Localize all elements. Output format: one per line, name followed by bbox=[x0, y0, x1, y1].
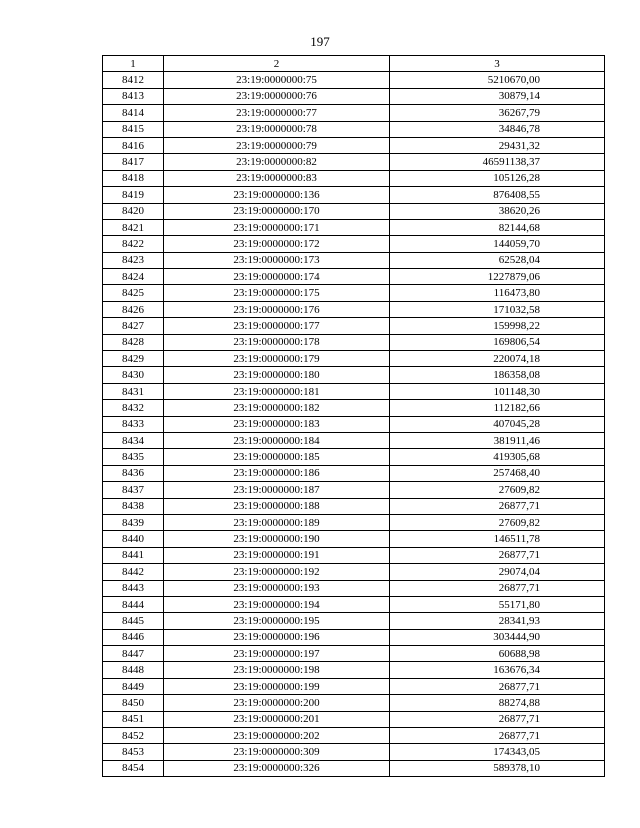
value-cell: 60688,98 bbox=[390, 646, 605, 662]
cadastral-id-cell: 23:19:0000000:83 bbox=[164, 170, 390, 186]
cadastral-id-cell: 23:19:0000000:199 bbox=[164, 678, 390, 694]
page-number: 197 bbox=[310, 34, 330, 49]
cadastral-id-cell: 23:19:0000000:75 bbox=[164, 72, 390, 88]
cadastral-id-cell: 23:19:0000000:196 bbox=[164, 629, 390, 645]
row-number-cell: 8429 bbox=[103, 351, 164, 367]
table-row bbox=[103, 646, 605, 662]
row-number-cell: 8444 bbox=[103, 596, 164, 612]
table-row bbox=[103, 629, 605, 645]
value-cell: 82144,68 bbox=[390, 219, 605, 235]
value-cell: 257468,40 bbox=[390, 465, 605, 481]
value-cell: 146511,78 bbox=[390, 531, 605, 547]
cadastral-id-cell: 23:19:0000000:184 bbox=[164, 432, 390, 448]
cadastral-id-cell: 23:19:0000000:183 bbox=[164, 416, 390, 432]
cadastral-id-cell: 23:19:0000000:191 bbox=[164, 547, 390, 563]
cadastral-id-cell: 23:19:0000000:179 bbox=[164, 351, 390, 367]
row-number-cell: 8430 bbox=[103, 367, 164, 383]
table-row bbox=[103, 367, 605, 383]
row-number-cell: 8418 bbox=[103, 170, 164, 186]
row-number-cell: 8441 bbox=[103, 547, 164, 563]
table-row bbox=[103, 236, 605, 252]
cadastral-id-cell: 23:19:0000000:180 bbox=[164, 367, 390, 383]
row-number-cell: 8435 bbox=[103, 449, 164, 465]
value-cell: 220074,18 bbox=[390, 351, 605, 367]
value-cell: 88274,88 bbox=[390, 695, 605, 711]
cadastral-id-cell: 23:19:0000000:170 bbox=[164, 203, 390, 219]
cadastral-id-cell: 23:19:0000000:77 bbox=[164, 105, 390, 121]
row-number-cell: 8439 bbox=[103, 514, 164, 530]
value-cell: 26877,71 bbox=[390, 711, 605, 727]
cadastral-id-cell: 23:19:0000000:174 bbox=[164, 269, 390, 285]
row-number-cell: 8413 bbox=[103, 88, 164, 104]
cadastral-id-cell: 23:19:0000000:187 bbox=[164, 482, 390, 498]
cadastral-id-cell: 23:19:0000000:171 bbox=[164, 219, 390, 235]
row-number-cell: 8438 bbox=[103, 498, 164, 514]
cadastral-id-cell: 23:19:0000000:176 bbox=[164, 301, 390, 317]
value-cell: 407045,28 bbox=[390, 416, 605, 432]
table-row bbox=[103, 269, 605, 285]
table-row bbox=[103, 596, 605, 612]
value-cell: 101148,30 bbox=[390, 383, 605, 399]
table-row bbox=[103, 728, 605, 744]
table-row bbox=[103, 301, 605, 317]
cadastral-id-cell: 23:19:0000000:181 bbox=[164, 383, 390, 399]
row-number-cell: 8412 bbox=[103, 72, 164, 88]
cadastral-id-cell: 23:19:0000000:173 bbox=[164, 252, 390, 268]
row-number-cell: 8423 bbox=[103, 252, 164, 268]
table-row bbox=[103, 88, 605, 104]
cadastral-id-cell: 23:19:0000000:76 bbox=[164, 88, 390, 104]
table-row bbox=[103, 121, 605, 137]
value-cell: 112182,66 bbox=[390, 400, 605, 416]
row-number-cell: 8419 bbox=[103, 187, 164, 203]
row-number-cell: 8420 bbox=[103, 203, 164, 219]
value-cell: 876408,55 bbox=[390, 187, 605, 203]
value-cell: 29431,32 bbox=[390, 137, 605, 153]
table-body bbox=[103, 72, 605, 777]
value-cell: 169806,54 bbox=[390, 334, 605, 350]
cadastral-id-cell: 23:19:0000000:198 bbox=[164, 662, 390, 678]
row-number-cell: 8437 bbox=[103, 482, 164, 498]
row-number-cell: 8445 bbox=[103, 613, 164, 629]
cadastral-id-cell: 23:19:0000000:189 bbox=[164, 514, 390, 530]
table-row bbox=[103, 531, 605, 547]
value-cell: 36267,79 bbox=[390, 105, 605, 121]
table-row bbox=[103, 564, 605, 580]
table-row bbox=[103, 318, 605, 334]
value-cell: 1227879,06 bbox=[390, 269, 605, 285]
column-header-number: 1 bbox=[103, 56, 164, 72]
cadastral-id-cell: 23:19:0000000:79 bbox=[164, 137, 390, 153]
row-number-cell: 8416 bbox=[103, 137, 164, 153]
cadastral-id-cell: 23:19:0000000:200 bbox=[164, 695, 390, 711]
row-number-cell: 8417 bbox=[103, 154, 164, 170]
cadastral-id-cell: 23:19:0000000:193 bbox=[164, 580, 390, 596]
cadastral-id-cell: 23:19:0000000:177 bbox=[164, 318, 390, 334]
row-number-cell: 8443 bbox=[103, 580, 164, 596]
table-row bbox=[103, 383, 605, 399]
table-row bbox=[103, 170, 605, 186]
value-cell: 303444,90 bbox=[390, 629, 605, 645]
value-cell: 55171,80 bbox=[390, 596, 605, 612]
table-row bbox=[103, 285, 605, 301]
table-row bbox=[103, 744, 605, 760]
value-cell: 116473,80 bbox=[390, 285, 605, 301]
value-cell: 186358,08 bbox=[390, 367, 605, 383]
table-row bbox=[103, 662, 605, 678]
value-cell: 419305,68 bbox=[390, 449, 605, 465]
cadastral-id-cell: 23:19:0000000:186 bbox=[164, 465, 390, 481]
cadastral-id-cell: 23:19:0000000:190 bbox=[164, 531, 390, 547]
value-cell: 62528,04 bbox=[390, 252, 605, 268]
value-cell: 27609,82 bbox=[390, 482, 605, 498]
value-cell: 589378,10 bbox=[390, 760, 605, 776]
table-row bbox=[103, 449, 605, 465]
table-row bbox=[103, 711, 605, 727]
row-number-cell: 8421 bbox=[103, 219, 164, 235]
row-number-cell: 8446 bbox=[103, 629, 164, 645]
value-cell: 27609,82 bbox=[390, 514, 605, 530]
row-number-cell: 8447 bbox=[103, 646, 164, 662]
table-row bbox=[103, 514, 605, 530]
row-number-cell: 8434 bbox=[103, 432, 164, 448]
cadastral-id-cell: 23:19:0000000:309 bbox=[164, 744, 390, 760]
value-cell: 26877,71 bbox=[390, 678, 605, 694]
cadastral-id-cell: 23:19:0000000:172 bbox=[164, 236, 390, 252]
column-header-value: 3 bbox=[390, 56, 605, 72]
cadastral-id-cell: 23:19:0000000:188 bbox=[164, 498, 390, 514]
value-cell: 26877,71 bbox=[390, 547, 605, 563]
cadastral-id-cell: 23:19:0000000:195 bbox=[164, 613, 390, 629]
cadastral-id-cell: 23:19:0000000:326 bbox=[164, 760, 390, 776]
row-number-cell: 8453 bbox=[103, 744, 164, 760]
cadastral-id-cell: 23:19:0000000:175 bbox=[164, 285, 390, 301]
table-row bbox=[103, 351, 605, 367]
table-row bbox=[103, 252, 605, 268]
row-number-cell: 8450 bbox=[103, 695, 164, 711]
cadastral-value-table bbox=[102, 55, 605, 777]
row-number-cell: 8454 bbox=[103, 760, 164, 776]
value-cell: 174343,05 bbox=[390, 744, 605, 760]
row-number-cell: 8433 bbox=[103, 416, 164, 432]
table-row bbox=[103, 187, 605, 203]
row-number-cell: 8414 bbox=[103, 105, 164, 121]
row-number-cell: 8422 bbox=[103, 236, 164, 252]
table-row bbox=[103, 334, 605, 350]
table-row bbox=[103, 203, 605, 219]
column-header-cadastral-id: 2 bbox=[164, 56, 390, 72]
table-row bbox=[103, 547, 605, 563]
cadastral-id-cell: 23:19:0000000:82 bbox=[164, 154, 390, 170]
table-row bbox=[103, 432, 605, 448]
row-number-cell: 8448 bbox=[103, 662, 164, 678]
table-row bbox=[103, 219, 605, 235]
value-cell: 26877,71 bbox=[390, 498, 605, 514]
cadastral-id-cell: 23:19:0000000:201 bbox=[164, 711, 390, 727]
value-cell: 105126,28 bbox=[390, 170, 605, 186]
value-cell: 171032,58 bbox=[390, 301, 605, 317]
value-cell: 38620,26 bbox=[390, 203, 605, 219]
cadastral-id-cell: 23:19:0000000:178 bbox=[164, 334, 390, 350]
row-number-cell: 8415 bbox=[103, 121, 164, 137]
value-cell: 29074,04 bbox=[390, 564, 605, 580]
row-number-cell: 8428 bbox=[103, 334, 164, 350]
cadastral-id-cell: 23:19:0000000:202 bbox=[164, 728, 390, 744]
table-row bbox=[103, 678, 605, 694]
table-row bbox=[103, 105, 605, 121]
value-cell: 144059,70 bbox=[390, 236, 605, 252]
table-row bbox=[103, 416, 605, 432]
value-cell: 159998,22 bbox=[390, 318, 605, 334]
row-number-cell: 8452 bbox=[103, 728, 164, 744]
table-row bbox=[103, 695, 605, 711]
table-row bbox=[103, 72, 605, 88]
table-row bbox=[103, 400, 605, 416]
value-cell: 5210670,00 bbox=[390, 72, 605, 88]
row-number-cell: 8442 bbox=[103, 564, 164, 580]
row-number-cell: 8451 bbox=[103, 711, 164, 727]
cadastral-id-cell: 23:19:0000000:78 bbox=[164, 121, 390, 137]
table-row bbox=[103, 498, 605, 514]
cadastral-id-cell: 23:19:0000000:197 bbox=[164, 646, 390, 662]
value-cell: 34846,78 bbox=[390, 121, 605, 137]
row-number-cell: 8432 bbox=[103, 400, 164, 416]
row-number-cell: 8427 bbox=[103, 318, 164, 334]
value-cell: 163676,34 bbox=[390, 662, 605, 678]
table-row bbox=[103, 482, 605, 498]
table-row bbox=[103, 465, 605, 481]
table-row bbox=[103, 613, 605, 629]
value-cell: 30879,14 bbox=[390, 88, 605, 104]
row-number-cell: 8426 bbox=[103, 301, 164, 317]
row-number-cell: 8436 bbox=[103, 465, 164, 481]
table-row bbox=[103, 154, 605, 170]
value-cell: 26877,71 bbox=[390, 580, 605, 596]
row-number-cell: 8431 bbox=[103, 383, 164, 399]
row-number-cell: 8425 bbox=[103, 285, 164, 301]
row-number-cell: 8424 bbox=[103, 269, 164, 285]
cadastral-id-cell: 23:19:0000000:136 bbox=[164, 187, 390, 203]
table-row bbox=[103, 137, 605, 153]
value-cell: 28341,93 bbox=[390, 613, 605, 629]
table-header-row bbox=[103, 56, 605, 72]
cadastral-id-cell: 23:19:0000000:194 bbox=[164, 596, 390, 612]
table-row bbox=[103, 580, 605, 596]
value-cell: 381911,46 bbox=[390, 432, 605, 448]
value-cell: 26877,71 bbox=[390, 728, 605, 744]
row-number-cell: 8449 bbox=[103, 678, 164, 694]
cadastral-id-cell: 23:19:0000000:185 bbox=[164, 449, 390, 465]
cadastral-id-cell: 23:19:0000000:192 bbox=[164, 564, 390, 580]
cadastral-id-cell: 23:19:0000000:182 bbox=[164, 400, 390, 416]
row-number-cell: 8440 bbox=[103, 531, 164, 547]
table-row bbox=[103, 760, 605, 776]
value-cell: 46591138,37 bbox=[390, 154, 605, 170]
